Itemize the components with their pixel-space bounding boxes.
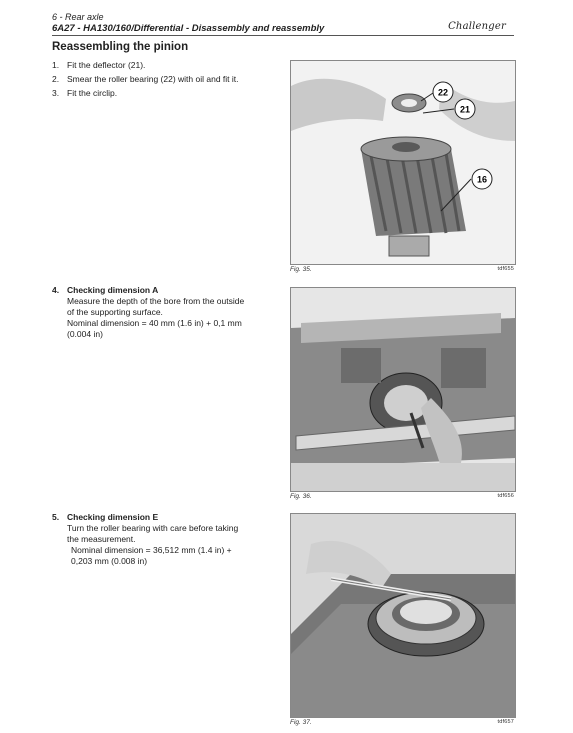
section-subtitle: 6 - Rear axle: [52, 12, 104, 22]
step-5-line: Turn the roller bearing with care before taking: [67, 523, 239, 533]
step-item: [52, 72, 280, 86]
step-5-line: the measurement.: [67, 534, 136, 544]
figure-37-photo: [290, 513, 516, 718]
figure-code: tdf656: [497, 493, 514, 499]
step-4-dimension: (0.004 in): [67, 329, 103, 339]
chapter-title: 6A27 - HA130/160/Differential - Disassembly and reassembly: [52, 23, 325, 34]
step-item: [52, 86, 280, 100]
page-header: [52, 12, 514, 34]
step-5-dimension: 0,203 mm (0.008 in): [71, 556, 148, 566]
step-4-line: of the supporting surface.: [67, 307, 163, 317]
step-5-block: [52, 512, 280, 567]
brand-logo: Challenger: [448, 21, 506, 32]
step-text: Fit the deflector (21).: [67, 60, 146, 70]
step-item: [52, 58, 280, 72]
callout-22: 22: [437, 87, 449, 98]
steps-list: [52, 58, 280, 100]
callout-21: 21: [459, 104, 471, 115]
figure-36-photo: [290, 287, 516, 492]
step-number: 5.: [52, 512, 60, 522]
figure-35-caption: [290, 266, 514, 273]
step-text: Smear the roller bearing (22) with oil and fit it.: [67, 74, 239, 84]
step-number: 1.: [52, 60, 60, 70]
figure-code: tdf655: [497, 266, 514, 272]
step-number: 4.: [52, 285, 60, 295]
figure-code: tdf657: [497, 719, 514, 725]
step-4-line: Measure the depth of the bore from the outside: [67, 296, 245, 306]
figure-number: Fig. 35.: [290, 266, 312, 273]
callout-16: 16: [476, 174, 488, 185]
step-title: Checking dimension E: [67, 512, 159, 522]
step-title: Checking dimension A: [67, 285, 159, 295]
step-4-heading: [52, 285, 280, 296]
figure-36-caption: [290, 493, 514, 500]
step-5-dimension: Nominal dimension = 36,512 mm (1.4 in) +: [71, 545, 232, 555]
step-4-dimension: Nominal dimension = 40 mm (1.6 in) + 0,1 mm: [67, 318, 242, 328]
step-number: 3.: [52, 88, 60, 98]
figure-37-caption: [290, 719, 514, 726]
step-5-heading: [52, 512, 280, 523]
figure-number: Fig. 37.: [290, 719, 312, 726]
figure-number: Fig. 36.: [290, 493, 312, 500]
header-rule: [52, 35, 514, 36]
step-text: Fit the circlip.: [67, 88, 118, 98]
figure-35-photo: [290, 60, 516, 265]
step-number: 2.: [52, 74, 60, 84]
section-title: Reassembling the pinion: [52, 41, 189, 53]
step-4-block: [52, 285, 280, 340]
